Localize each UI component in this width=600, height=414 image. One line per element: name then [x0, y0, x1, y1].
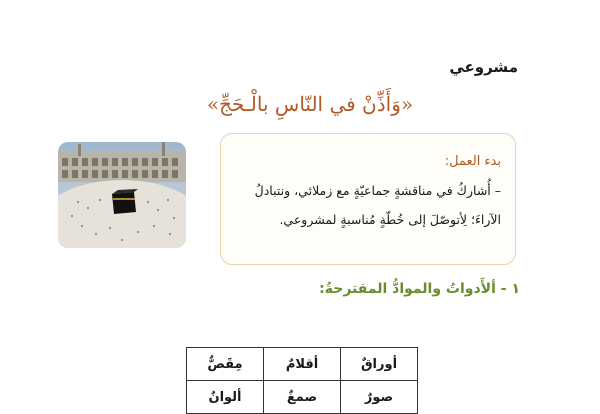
verse-title: «وَأَذِّنْ في النّاسِ بالْـحَجِّ»	[206, 92, 414, 116]
table-row	[187, 348, 418, 381]
task-line-2: الآراءَ؛ لِأتوصّلَ إلى خُطّةٍ مُناسبةٍ لمشروعي.	[279, 212, 501, 227]
table-cell: مِقَصٌّ	[187, 348, 264, 381]
table-row	[187, 381, 418, 414]
kaaba-photo	[58, 142, 186, 248]
task-title: بدء العمل:	[444, 154, 501, 169]
table-cell: أقلامٌ	[264, 348, 341, 381]
table-cell: صورٌ	[341, 381, 418, 414]
kaaba-image-icon	[58, 142, 186, 248]
table-cell: ألوانٌ	[187, 381, 264, 414]
task-box	[220, 133, 516, 265]
section-label: مشروعي	[449, 58, 518, 76]
tools-heading: ١ - ألأَدواتُ والموادُّ المقترحةُ:	[319, 281, 520, 297]
table-cell: صمغٌ	[264, 381, 341, 414]
task-line-1: – أُشاركُ في مناقشةٍ جماعيّةٍ مع زملائي، ونتبادلُ	[254, 183, 501, 198]
table-cell: أوراقٌ	[341, 348, 418, 381]
